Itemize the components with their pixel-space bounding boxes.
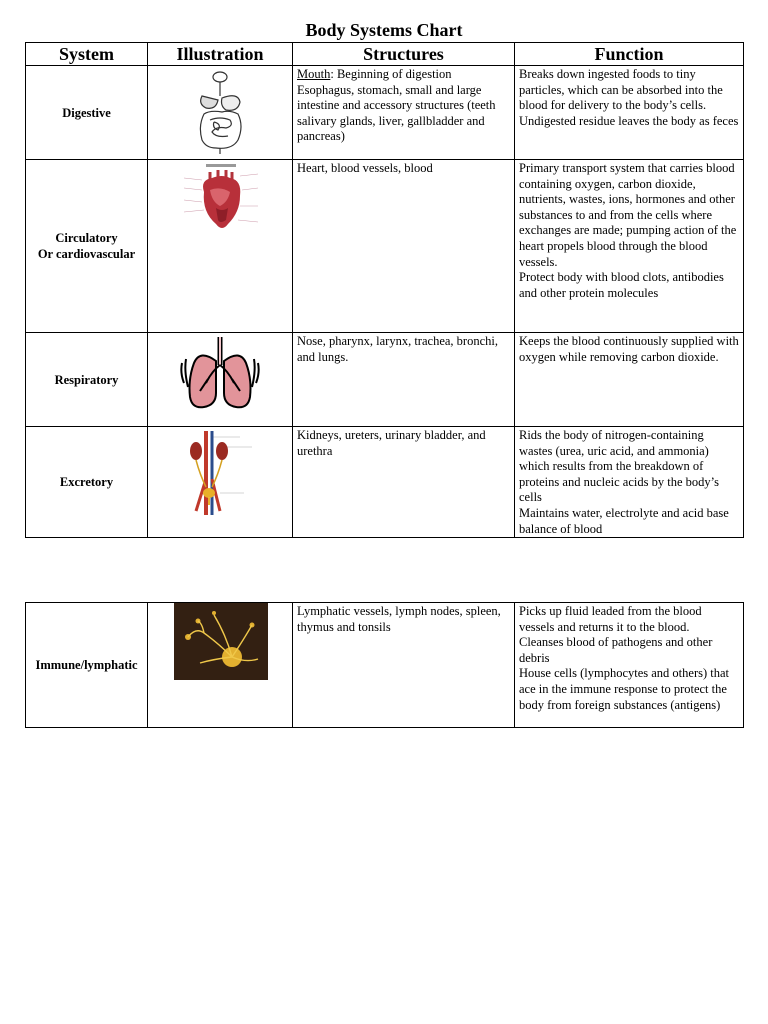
system-name-line: Circulatory: [55, 231, 118, 245]
function-text: Maintains water, electrolyte and acid base balance of blood: [519, 505, 729, 536]
structures-cell: Kidneys, ureters, urinary bladder, and urethra: [293, 427, 515, 538]
table-row: [26, 427, 744, 538]
header-system: System: [26, 43, 148, 66]
structures-lead: Mouth: [297, 67, 331, 81]
structures-cell: Lymphatic vessels, lymph nodes, spleen, thymus and tonsils: [293, 603, 515, 728]
structures-text: : Beginning of digestion Esophagus, stomach, small and large intestine and accessory structures (teeth salivary glands, liver, gallbladder and pancreas): [297, 67, 496, 144]
function-text: Undigested residue leaves the body as feces: [519, 113, 739, 128]
illustration-cell: [148, 66, 293, 160]
function-text: Cleanses blood of pathogens and other debris: [519, 635, 713, 665]
illustration-cell: [148, 160, 293, 333]
function-text: Breaks down ingested foods to tiny particles, which can be absorbed into the blood for delivery to the body’s cells.: [519, 67, 723, 113]
table-row: [26, 603, 744, 728]
immune-system-table: [25, 602, 744, 728]
heart-diagram-icon: [180, 162, 262, 238]
system-name: Immune/lymphatic: [26, 603, 148, 728]
system-name: [26, 160, 148, 333]
header-function: Function: [515, 43, 744, 66]
immune-cell-photo-icon: [174, 603, 268, 680]
function-cell: [515, 160, 744, 333]
lungs-icon: [178, 335, 262, 411]
system-name: Respiratory: [26, 333, 148, 427]
function-cell: [515, 66, 744, 160]
structures-cell: Heart, blood vessels, blood: [293, 160, 515, 333]
table-row: [26, 66, 744, 160]
body-systems-table: [25, 42, 744, 538]
system-name: Excretory: [26, 427, 148, 538]
function-text: Keeps the blood continuously supplied with oxygen while removing carbon dioxide.: [519, 334, 739, 364]
function-text: Protect body with blood clots, antibodies and other protein molecules: [519, 270, 724, 300]
header-structures: Structures: [293, 43, 515, 66]
function-cell: [515, 333, 744, 427]
function-cell: [515, 427, 744, 538]
illustration-cell: [148, 427, 293, 538]
page-title: Body Systems Chart: [305, 20, 463, 40]
header-row: [26, 43, 744, 66]
illustration-cell: [148, 333, 293, 427]
function-text: Primary transport system that carries blood containing oxygen, carbon dioxide, nutrients, wastes, ions, hormones and other substances to and from the cells where exchanges are made; pumping action of the heart propels blood through the blood vessels.: [519, 161, 737, 269]
system-name: Digestive: [26, 66, 148, 160]
function-cell: [515, 603, 744, 728]
function-text: Rids the body of nitrogen-containing wastes (urea, uric acid, and ammonia) which results from the breakdown of proteins and nucleic acids by the body’s cells: [519, 428, 719, 505]
digestive-system-icon: [192, 70, 250, 154]
table-row: [26, 333, 744, 427]
structures-cell: [293, 66, 515, 160]
header-illustration: Illustration: [148, 43, 293, 66]
structures-cell: Nose, pharynx, larynx, trachea, bronchi, and lungs.: [293, 333, 515, 427]
function-text: Picks up fluid leaded from the blood vessels and returns it to the blood.: [519, 604, 702, 634]
table-row: [26, 160, 744, 333]
illustration-cell: [148, 603, 293, 728]
kidney-diagram-icon: [178, 431, 266, 515]
function-text: House cells (lymphocytes and others) that ace in the immune response to protect the body from foreign substances (antigens): [519, 666, 730, 712]
system-name-line: Or cardiovascular: [37, 247, 136, 261]
